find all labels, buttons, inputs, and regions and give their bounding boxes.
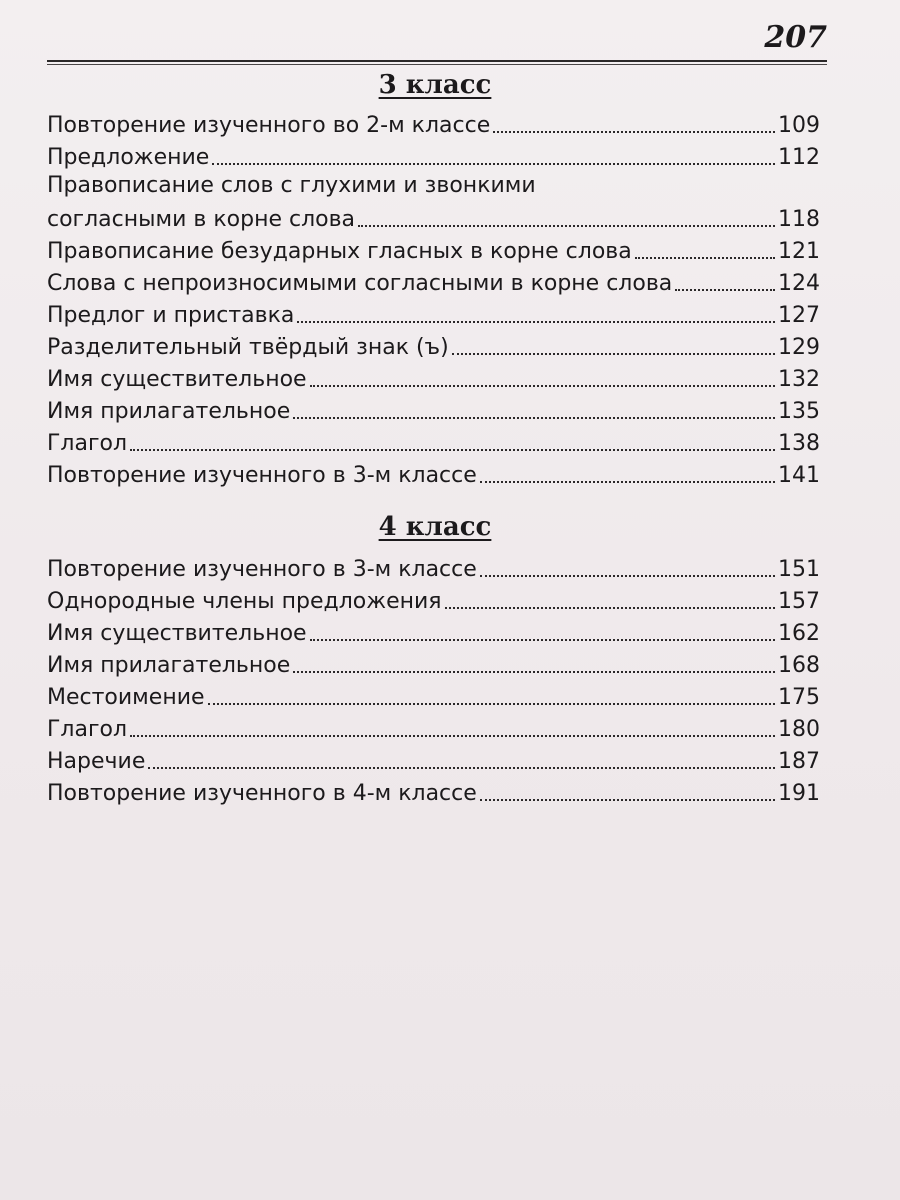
dot-leader [480, 575, 775, 577]
dot-leader [445, 607, 775, 609]
section-title-grade-3: 3 класс [378, 70, 492, 100]
toc-entry-label: Повторение изученного в 3-м классе [47, 557, 477, 582]
toc-entry-label: Имя существительное [47, 367, 307, 392]
toc-entry-label: Предложение [47, 145, 210, 170]
toc-entry-label: Однородные члены предложения [47, 589, 442, 614]
dot-leader [130, 735, 775, 737]
toc-entry-label: Предлог и приставка [47, 303, 295, 328]
toc-entry [47, 458, 820, 490]
toc-entry [47, 298, 820, 330]
toc-entry [47, 234, 820, 266]
toc-entry-label: Повторение изученного в 3-м классе [47, 463, 477, 488]
dot-leader [293, 417, 775, 419]
toc-entry-page: 141 [778, 463, 820, 488]
dot-leader [452, 353, 775, 355]
toc-entry-label: Имя прилагательное [47, 399, 291, 424]
toc-entry-page: 191 [778, 781, 820, 806]
toc-entry-page: 175 [778, 685, 820, 710]
toc-entry-page: 124 [778, 271, 820, 296]
toc-entry-page: 132 [778, 367, 820, 392]
toc-entry [47, 362, 820, 394]
dot-leader [148, 767, 775, 769]
toc-entry [47, 584, 820, 616]
toc-entry-page: 168 [778, 653, 820, 678]
toc-entry [47, 172, 820, 234]
toc-entry-label: Местоимение [47, 685, 205, 710]
toc-entry [47, 108, 820, 140]
toc-entry-label: Слова с непроизносимыми согласными в корне слова [47, 271, 673, 296]
dot-leader [635, 257, 775, 259]
toc-entry-label: Имя существительное [47, 621, 307, 646]
dot-leader [310, 639, 775, 641]
toc-entry-page: 129 [778, 335, 820, 360]
toc-entry-page: 151 [778, 557, 820, 582]
header-rule-thin [47, 64, 827, 65]
toc-entry [47, 776, 820, 808]
toc-entry-page: 138 [778, 431, 820, 456]
page-header [47, 18, 827, 62]
header-rule [47, 60, 827, 62]
toc-entry-page: 162 [778, 621, 820, 646]
toc-entry-label: Повторение изученного в 4-м классе [47, 781, 477, 806]
toc-entry [47, 552, 820, 584]
toc-entry-label: Наречие [47, 749, 146, 774]
toc-entry-page: 180 [778, 717, 820, 742]
toc-grade-3 [47, 108, 820, 490]
dot-leader [212, 163, 775, 165]
dot-leader [480, 481, 775, 483]
toc-entry-label: согласными в корне слова [47, 207, 356, 232]
toc-entry [47, 140, 820, 172]
toc-entry-page: 109 [778, 113, 820, 138]
toc-grade-4 [47, 552, 820, 808]
toc-entry [47, 394, 820, 426]
dot-leader [130, 449, 775, 451]
dot-leader [493, 131, 775, 133]
page-number: 207 [764, 20, 827, 55]
dot-leader [358, 225, 775, 227]
toc-entry-page: 121 [778, 239, 820, 264]
toc-entry [47, 330, 820, 362]
dot-leader [208, 703, 775, 705]
toc-entry-page: 118 [778, 207, 820, 232]
section-title-grade-4: 4 класс [378, 512, 492, 542]
toc-entry [47, 266, 820, 298]
toc-entry [47, 680, 820, 712]
toc-entry-page: 187 [778, 749, 820, 774]
toc-entry [47, 712, 820, 744]
toc-entry [47, 616, 820, 648]
dot-leader [480, 799, 775, 801]
toc-entry [47, 648, 820, 680]
toc-entry-page: 135 [778, 399, 820, 424]
toc-entry-row [47, 202, 820, 234]
toc-entry-label-line1: Правописание слов с глухими и звонкими [47, 173, 536, 198]
dot-leader [310, 385, 775, 387]
toc-entry-label: Глагол [47, 717, 128, 742]
toc-entry-label: Повторение изученного во 2-м классе [47, 113, 491, 138]
toc-entry-label: Разделительный твёрдый знак (ъ) [47, 335, 449, 360]
toc-entry-page: 112 [778, 145, 820, 170]
toc-entry-label: Правописание безударных гласных в корне слова [47, 239, 632, 264]
toc-entry-label: Глагол [47, 431, 128, 456]
dot-leader [675, 289, 775, 291]
toc-entry [47, 744, 820, 776]
toc-entry [47, 426, 820, 458]
dot-leader [297, 321, 775, 323]
toc-entry-label: Имя прилагательное [47, 653, 291, 678]
toc-entry-page: 157 [778, 589, 820, 614]
toc-entry-page: 127 [778, 303, 820, 328]
dot-leader [293, 671, 775, 673]
